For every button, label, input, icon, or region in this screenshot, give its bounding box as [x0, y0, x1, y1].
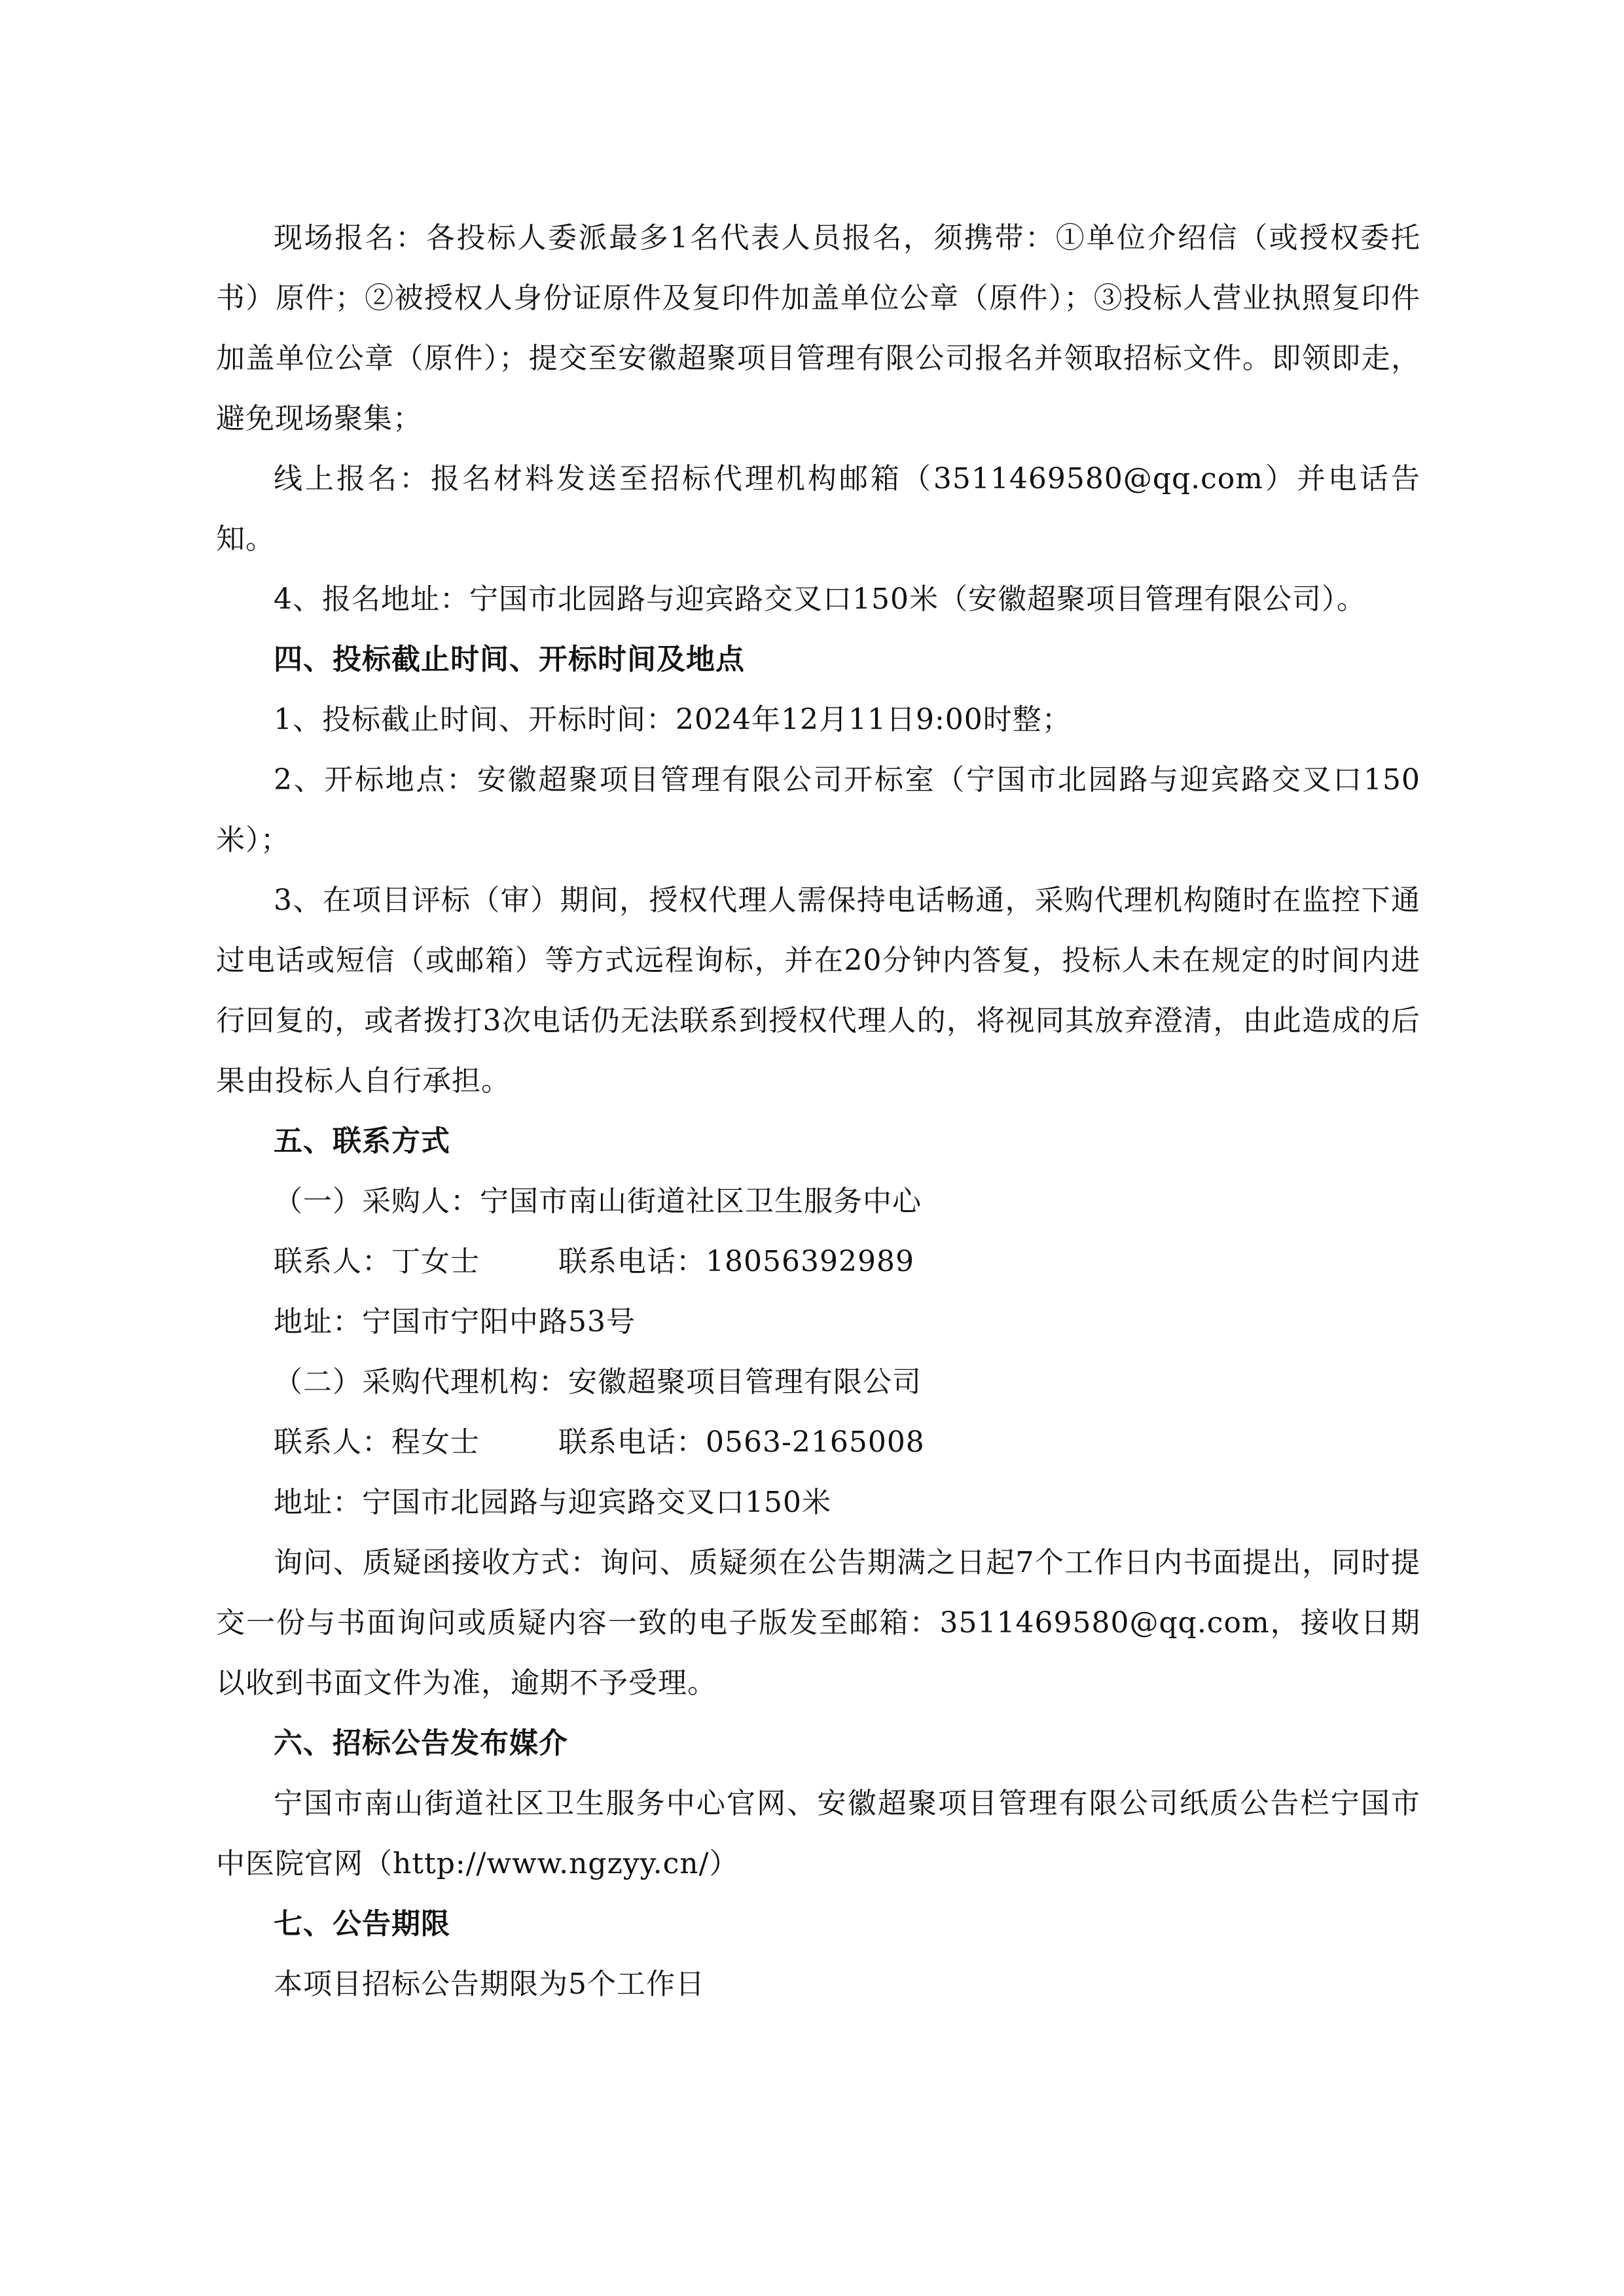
opening-location-item: 2、开标地点：安徽超聚项目管理有限公司开标室（宁国市北园路与迎宾路交叉口150米）； — [216, 763, 1420, 857]
section-6-heading: 六、招标公告发布媒介 — [274, 1727, 568, 1760]
agent-phone: 联系电话：0563-2165008 — [558, 1426, 925, 1459]
section-5-heading: 五、联系方式 — [274, 1124, 450, 1158]
agent-contact-line — [216, 1412, 1420, 1473]
onsite-registration-paragraph: 现场报名：各投标人委派最多1名代表人员报名，须携带：①单位介绍信（或授权委托书）原件；②被授权人身份证原件及复印件加盖单位公章（原件）；③投标人营业执照复印件加盖单位公章（原件）；提交至安徽超聚项目管理有限公司报名并领取招标文件。即领即走，避免现场聚集； — [216, 221, 1420, 435]
document-body — [216, 208, 1420, 2015]
remote-inquiry-item: 3、在项目评标（审）期间，授权代理人需保持电话畅通，采购代理机构随时在监控下通过电话或短信（或邮箱）等方式远程询标，并在20分钟内答复，投标人未在规定的时间内进行回复的，或者拨打3次电话仍无法联系到授权代理人的，将视同其放弃澄清，由此造成的后果由投标人自行承担。 — [216, 884, 1420, 1098]
media-paragraph: 宁国市南山街道社区卫生服务中心官网、安徽超聚项目管理有限公司纸质公告栏宁国市中医院官网（http://www.ngzyy.cn/） — [216, 1787, 1420, 1880]
buyer-line: （一）采购人：宁国市南山街道社区卫生服务中心 — [274, 1185, 922, 1218]
agent-address-line: 地址：宁国市北园路与迎宾路交叉口150米 — [274, 1486, 831, 1519]
online-registration-paragraph: 线上报名：报名材料发送至招标代理机构邮箱（3511469580@qq.com）并电话告知。 — [216, 462, 1420, 556]
registration-address-paragraph: 4、报名地址：宁国市北园路与迎宾路交叉口150米（安徽超聚项目管理有限公司）。 — [274, 583, 1366, 616]
deadline-item: 1、投标截止时间、开标时间：2024年12月11日9:00时整； — [274, 703, 1072, 736]
buyer-phone: 联系电话：18056392989 — [558, 1245, 914, 1278]
notice-period-paragraph: 本项目招标公告期限为5个工作日 — [274, 1967, 705, 2001]
buyer-address-line: 地址：宁国市宁阳中路53号 — [274, 1305, 636, 1338]
buyer-contact-line — [216, 1232, 1420, 1292]
agent-contact: 联系人：程女士 — [274, 1426, 480, 1459]
inquiry-paragraph: 询问、质疑函接收方式：询问、质疑须在公告期满之日起7个工作日内书面提出，同时提交一份与书面询问或质疑内容一致的电子版发至邮箱：3511469580@qq.com，接收日期以收到书面文件为准，逾期不予受理。 — [216, 1546, 1420, 1700]
section-7-heading: 七、公告期限 — [274, 1907, 450, 1941]
section-4-heading: 四、投标截止时间、开标时间及地点 — [274, 643, 745, 676]
agent-line: （二）采购代理机构：安徽超聚项目管理有限公司 — [274, 1365, 922, 1399]
buyer-contact: 联系人：丁女士 — [274, 1245, 480, 1278]
